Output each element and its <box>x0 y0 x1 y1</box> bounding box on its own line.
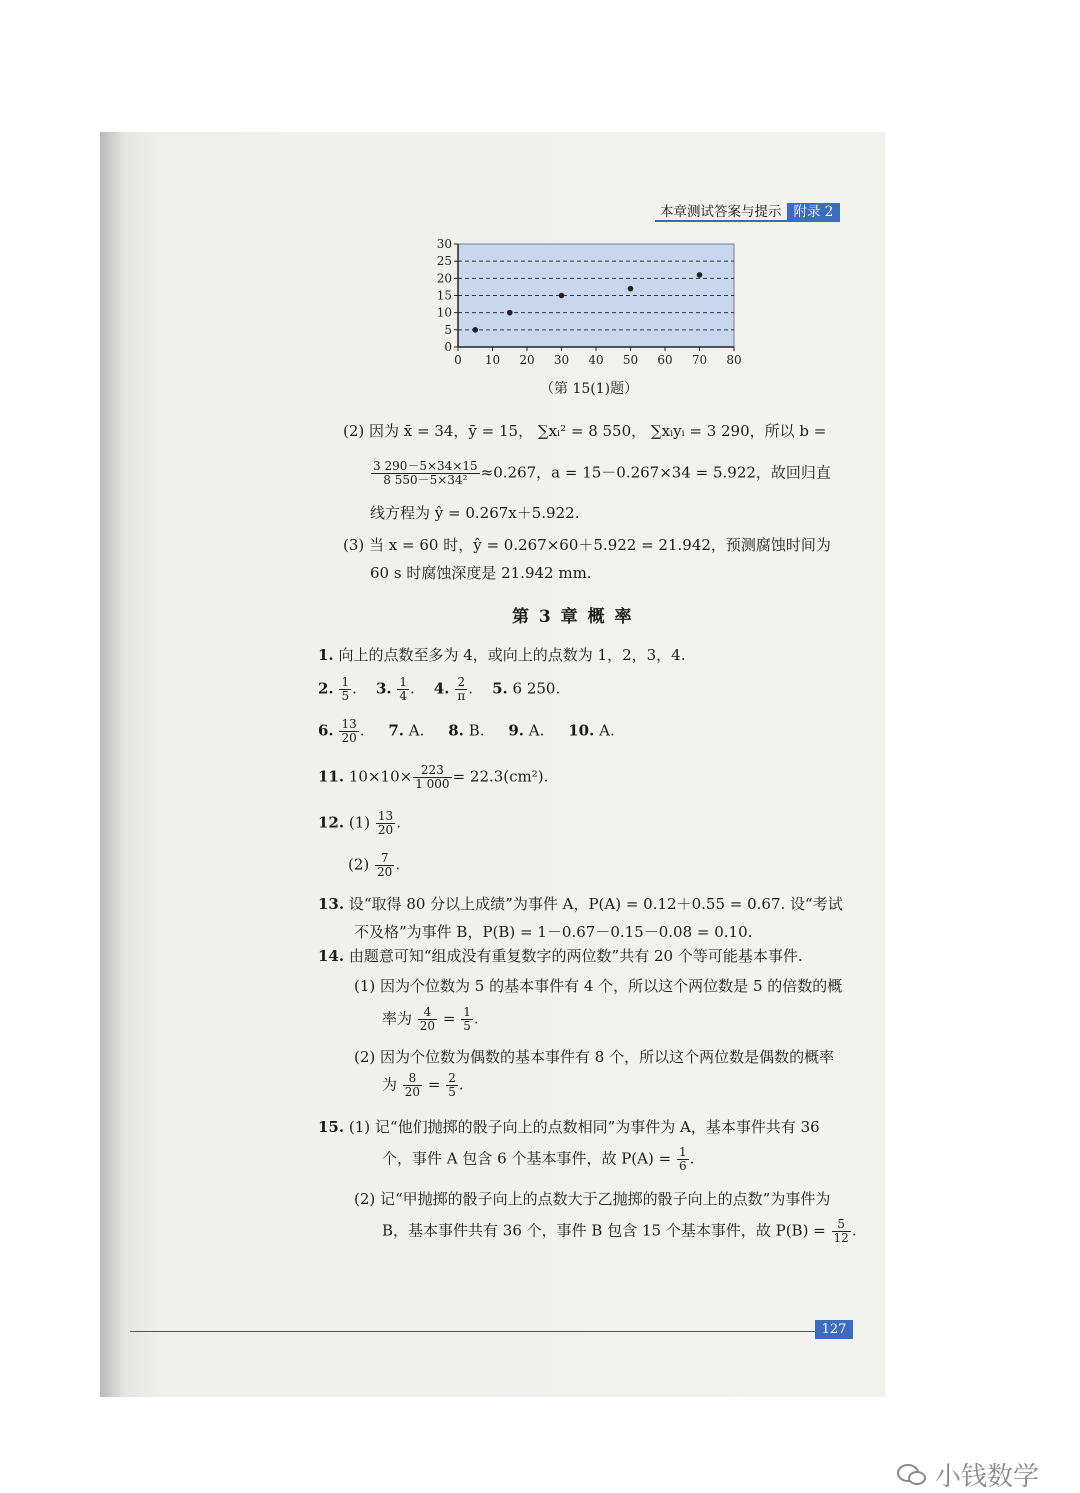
y-tick-label: 25 <box>436 254 452 269</box>
chapter-title: 第 3 章 概 率 <box>512 607 634 627</box>
data-point <box>697 272 703 278</box>
fraction: $\frac{2}{5}$ <box>448 1071 456 1099</box>
x-tick-label: 50 <box>622 353 639 367</box>
footer-rule <box>130 1331 816 1332</box>
fraction: $\frac{3 290-5\times 34\times 15}{\text{8 550－5×34²}}$ <box>373 459 478 487</box>
q15-d: B，基本事件共有 36 个，事件 B 包含 15 个基本事件，故 P(B) = $\frac{5}{12}$ . <box>382 1217 857 1245</box>
fraction: $\frac{8}{20}$ <box>404 1071 421 1099</box>
fraction: $\frac{1}{5}$ <box>463 1005 471 1033</box>
header-appendix: 附录 2 <box>787 203 841 222</box>
data-point <box>559 293 565 299</box>
q12-1: 12. (1) $\frac{13}{20}$ . <box>318 809 401 837</box>
q13-b: 不及格”为事件 B，P(B) = 1－0.67－0.15－0.08 = 0.10. <box>354 923 753 941</box>
q15-b: 个，事件 A 包含 6 个基本事件，故 P(A) = $\frac{1}{6}$ . <box>382 1145 695 1173</box>
q14-b: (1) 因为个位数为 5 的基本事件有 4 个，所以这个两位数是 5 的倍数的概 <box>354 977 843 995</box>
text: ∑xᵢyᵢ = 3 290，所以 b = <box>650 422 827 440</box>
fraction: $\frac{4}{20}$ <box>419 1005 436 1033</box>
fraction: $\frac{1}{4}$ <box>399 675 408 703</box>
line-2-3: 线方程为 ŷ = 0.267x＋5.922. <box>370 504 580 522</box>
q2-5: 2. $\frac{1}{5}$ . 3. $\frac{1}{4}$ . 4. $\frac{2}{\pi}$ . 5. 6 250. <box>318 675 561 703</box>
x-tick-label: 80 <box>726 353 742 367</box>
fraction: $\frac{223}{1 000}$ <box>415 763 450 791</box>
y-tick-label: 30 <box>436 238 452 251</box>
text: (2) 因为 x̄ = 34，ȳ = 15， <box>343 422 534 440</box>
fraction: $\frac{5}{12}$ <box>833 1217 849 1245</box>
scatter-chart <box>430 238 750 374</box>
x-tick-label: 30 <box>553 353 570 367</box>
watermark-text: 小钱数学 <box>935 1462 1040 1492</box>
text: ∑xᵢ² = 8 550， <box>537 422 647 440</box>
fraction: $\frac{13}{20}$ <box>341 717 357 745</box>
q14-e: 为 $\frac{8}{20}$ = $\frac{2}{5}$ . <box>382 1071 464 1099</box>
y-tick-label: 0 <box>444 340 452 354</box>
y-tick-label: 10 <box>436 305 452 320</box>
q14-a: 14. 由题意可知“组成没有重复数字的两位数”共有 20 个等可能基本事件. <box>318 947 803 965</box>
fraction: $\frac{13}{20}$ <box>377 809 394 837</box>
fraction: $\frac{7}{20}$ <box>377 851 393 879</box>
q11: 11. 10×10× $\frac{223}{1 000}$ = 22.3(cm²). <box>318 763 549 791</box>
x-tick-label: 10 <box>484 353 501 367</box>
fraction: $\frac{1}{5}$ <box>341 675 350 703</box>
x-tick-label: 60 <box>657 353 673 367</box>
y-tick-label: 5 <box>444 322 452 337</box>
line-3-1: (3) 当 x = 60 时，ŷ = 0.267×60＋5.922 = 21.942，预测腐蚀时间为 <box>343 536 831 554</box>
line-2-2: $\frac{3 290-5\times 34\times 15}{\text{8 550－5×34²}}$ ≈0.267，a = 15－0.267×34 = 5.922，故回归直 <box>373 459 831 487</box>
header-title: 本章测试答案与提示 <box>655 203 787 222</box>
page-header <box>655 203 840 222</box>
watermark <box>897 1456 1039 1493</box>
q15-c: (2) 记“甲抛掷的骰子向上的点数大于乙抛掷的骰子向上的点数”为事件为 <box>354 1190 831 1208</box>
q12-2: (2) $\frac{7}{20}$ . <box>348 851 401 879</box>
q13-a: 13. 设“取得 80 分以上成绩”为事件 A，P(A) = 0.12＋0.55 = 0.67. 设“考试 <box>318 895 843 913</box>
y-tick-label: 15 <box>436 288 452 303</box>
q6-10: 6. $\frac{13}{20}$ . 7. A. 8. B. 9. A. 10. A. <box>318 717 615 745</box>
fraction: $\frac{2}{\pi}$ <box>457 675 466 703</box>
line-2-1 <box>343 420 826 442</box>
y-tick-label: 20 <box>436 271 452 286</box>
data-point <box>507 310 513 316</box>
wechat-icon <box>897 1463 927 1487</box>
chart-caption: （第 15(1)题） <box>540 381 639 397</box>
page-number: 127 <box>815 1320 853 1339</box>
data-point <box>628 286 634 292</box>
x-tick-label: 0 <box>454 353 462 367</box>
data-point <box>472 327 478 333</box>
x-tick-label: 40 <box>588 353 604 367</box>
q15-a: 15. (1) 记“他们抛掷的骰子向上的点数相同”为事件为 A，基本事件共有 36 <box>318 1118 820 1136</box>
x-tick-label: 20 <box>519 353 535 367</box>
fraction: $\frac{1}{6}$ <box>678 1145 687 1173</box>
q14-d: (2) 因为个位数为偶数的基本事件有 8 个，所以这个两位数是偶数的概率 <box>354 1048 835 1066</box>
x-tick-label: 70 <box>691 353 708 367</box>
q1: 1. 向上的点数至多为 4，或向上的点数为 1，2，3，4. <box>318 646 686 664</box>
q14-c: 率为 $\frac{4}{20}$ = $\frac{1}{5}$ . <box>382 1005 479 1033</box>
line-3-2: 60 s 时腐蚀深度是 21.942 mm. <box>370 564 592 582</box>
